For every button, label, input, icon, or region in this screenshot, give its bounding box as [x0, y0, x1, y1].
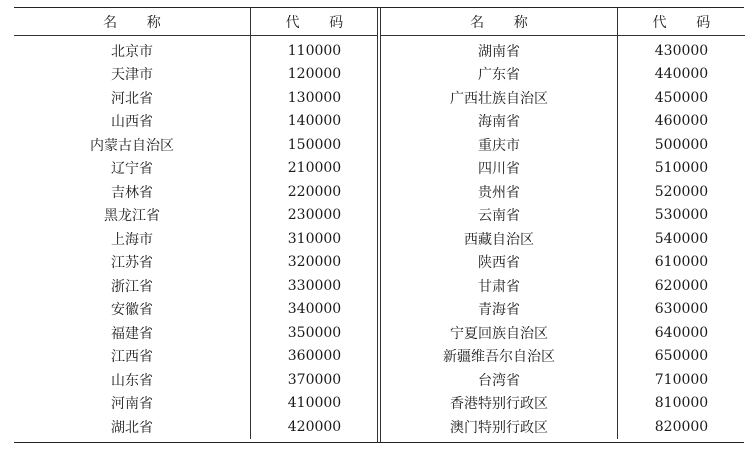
table-row	[381, 180, 745, 204]
table-row	[14, 157, 378, 181]
region-code: 620000	[654, 277, 709, 294]
table-row	[14, 368, 378, 392]
region-name: 重庆市	[381, 133, 618, 157]
region-name: 青海省	[381, 298, 618, 322]
table-row	[381, 251, 745, 275]
table-row	[381, 392, 745, 416]
region-name: 云南省	[381, 204, 618, 228]
region-name: 山西省	[14, 110, 251, 134]
region-code: 140000	[287, 113, 342, 130]
left-table	[14, 8, 378, 439]
table-row	[14, 274, 378, 298]
table-row	[14, 204, 378, 228]
region-code: 320000	[287, 254, 342, 271]
table-right-half	[381, 8, 744, 442]
region-code: 640000	[654, 324, 709, 341]
region-code: 350000	[287, 324, 342, 341]
region-code: 530000	[654, 207, 709, 224]
region-code: 330000	[287, 277, 342, 294]
region-name: 河南省	[14, 392, 251, 416]
region-code: 120000	[287, 66, 342, 83]
region-code: 230000	[287, 207, 342, 224]
table-row	[14, 298, 378, 322]
table-row	[381, 133, 745, 157]
column-header-code: 代 码	[618, 8, 746, 36]
region-code: 440000	[654, 66, 709, 83]
region-name: 广东省	[381, 63, 618, 87]
region-name: 江苏省	[14, 251, 251, 275]
double-rule-left	[377, 8, 378, 442]
region-code: 460000	[654, 113, 709, 130]
left-table-body	[14, 36, 378, 439]
region-code: 420000	[287, 418, 342, 435]
region-name: 贵州省	[381, 180, 618, 204]
region-code-table	[14, 7, 744, 443]
table-row	[14, 321, 378, 345]
table-row	[381, 368, 745, 392]
table-row	[14, 36, 378, 63]
table-row	[381, 345, 745, 369]
table-row	[381, 36, 745, 63]
region-name: 江西省	[14, 345, 251, 369]
region-code: 340000	[287, 301, 342, 318]
header-row	[381, 8, 745, 36]
header-row	[14, 8, 378, 36]
region-name: 香港特别行政区	[381, 392, 618, 416]
region-name: 浙江省	[14, 274, 251, 298]
region-name: 吉林省	[14, 180, 251, 204]
right-table	[381, 8, 745, 439]
region-code: 360000	[287, 348, 342, 365]
region-name: 内蒙古自治区	[14, 133, 251, 157]
table-row	[14, 180, 378, 204]
region-name: 河北省	[14, 86, 251, 110]
table-row	[14, 345, 378, 369]
region-code: 500000	[654, 136, 709, 153]
region-code: 130000	[287, 89, 342, 106]
region-code: 310000	[287, 230, 342, 247]
region-name: 甘肃省	[381, 274, 618, 298]
region-code: 520000	[654, 183, 709, 200]
table-row	[14, 392, 378, 416]
region-code: 410000	[287, 395, 342, 412]
table-row	[381, 157, 745, 181]
region-code: 810000	[654, 395, 709, 412]
region-code: 820000	[654, 418, 709, 435]
table-row	[381, 110, 745, 134]
table-row	[381, 86, 745, 110]
region-name: 广西壮族自治区	[381, 86, 618, 110]
table-row	[381, 274, 745, 298]
region-name: 天津市	[14, 63, 251, 87]
region-name: 安徽省	[14, 298, 251, 322]
region-code: 370000	[287, 371, 342, 388]
region-name: 福建省	[14, 321, 251, 345]
region-name: 新疆维吾尔自治区	[381, 345, 618, 369]
table-row	[14, 415, 378, 439]
region-name: 上海市	[14, 227, 251, 251]
region-name: 北京市	[14, 36, 251, 63]
region-code: 630000	[654, 301, 709, 318]
region-name: 西藏自治区	[381, 227, 618, 251]
region-name: 湖北省	[14, 415, 251, 439]
table-row	[14, 133, 378, 157]
table-row	[381, 415, 745, 439]
region-name: 澳门特别行政区	[381, 415, 618, 439]
table-row	[14, 63, 378, 87]
region-code: 450000	[654, 89, 709, 106]
region-code: 110000	[287, 42, 342, 59]
region-name: 宁夏回族自治区	[381, 321, 618, 345]
table-left-half	[14, 8, 377, 442]
region-name: 辽宁省	[14, 157, 251, 181]
region-code: 430000	[654, 42, 709, 59]
region-name: 四川省	[381, 157, 618, 181]
table-row	[14, 110, 378, 134]
region-name: 湖南省	[381, 36, 618, 63]
table-row	[14, 227, 378, 251]
table-row	[381, 204, 745, 228]
column-header-name: 名 称	[381, 8, 618, 36]
region-code: 710000	[654, 371, 709, 388]
region-name: 台湾省	[381, 368, 618, 392]
region-code: 650000	[654, 348, 709, 365]
column-header-code: 代 码	[251, 8, 379, 36]
right-table-body	[381, 36, 745, 439]
table-row	[14, 251, 378, 275]
table-row	[381, 227, 745, 251]
region-name: 黑龙江省	[14, 204, 251, 228]
region-code: 610000	[654, 254, 709, 271]
region-code: 150000	[287, 136, 342, 153]
region-code: 220000	[287, 183, 342, 200]
table-row	[381, 298, 745, 322]
region-name: 海南省	[381, 110, 618, 134]
region-code: 540000	[654, 230, 709, 247]
region-name: 山东省	[14, 368, 251, 392]
region-code: 510000	[654, 160, 709, 177]
table-row	[381, 63, 745, 87]
table-row	[381, 321, 745, 345]
region-code: 210000	[287, 160, 342, 177]
table-row	[14, 86, 378, 110]
region-name: 陕西省	[381, 251, 618, 275]
column-header-name: 名 称	[14, 8, 251, 36]
